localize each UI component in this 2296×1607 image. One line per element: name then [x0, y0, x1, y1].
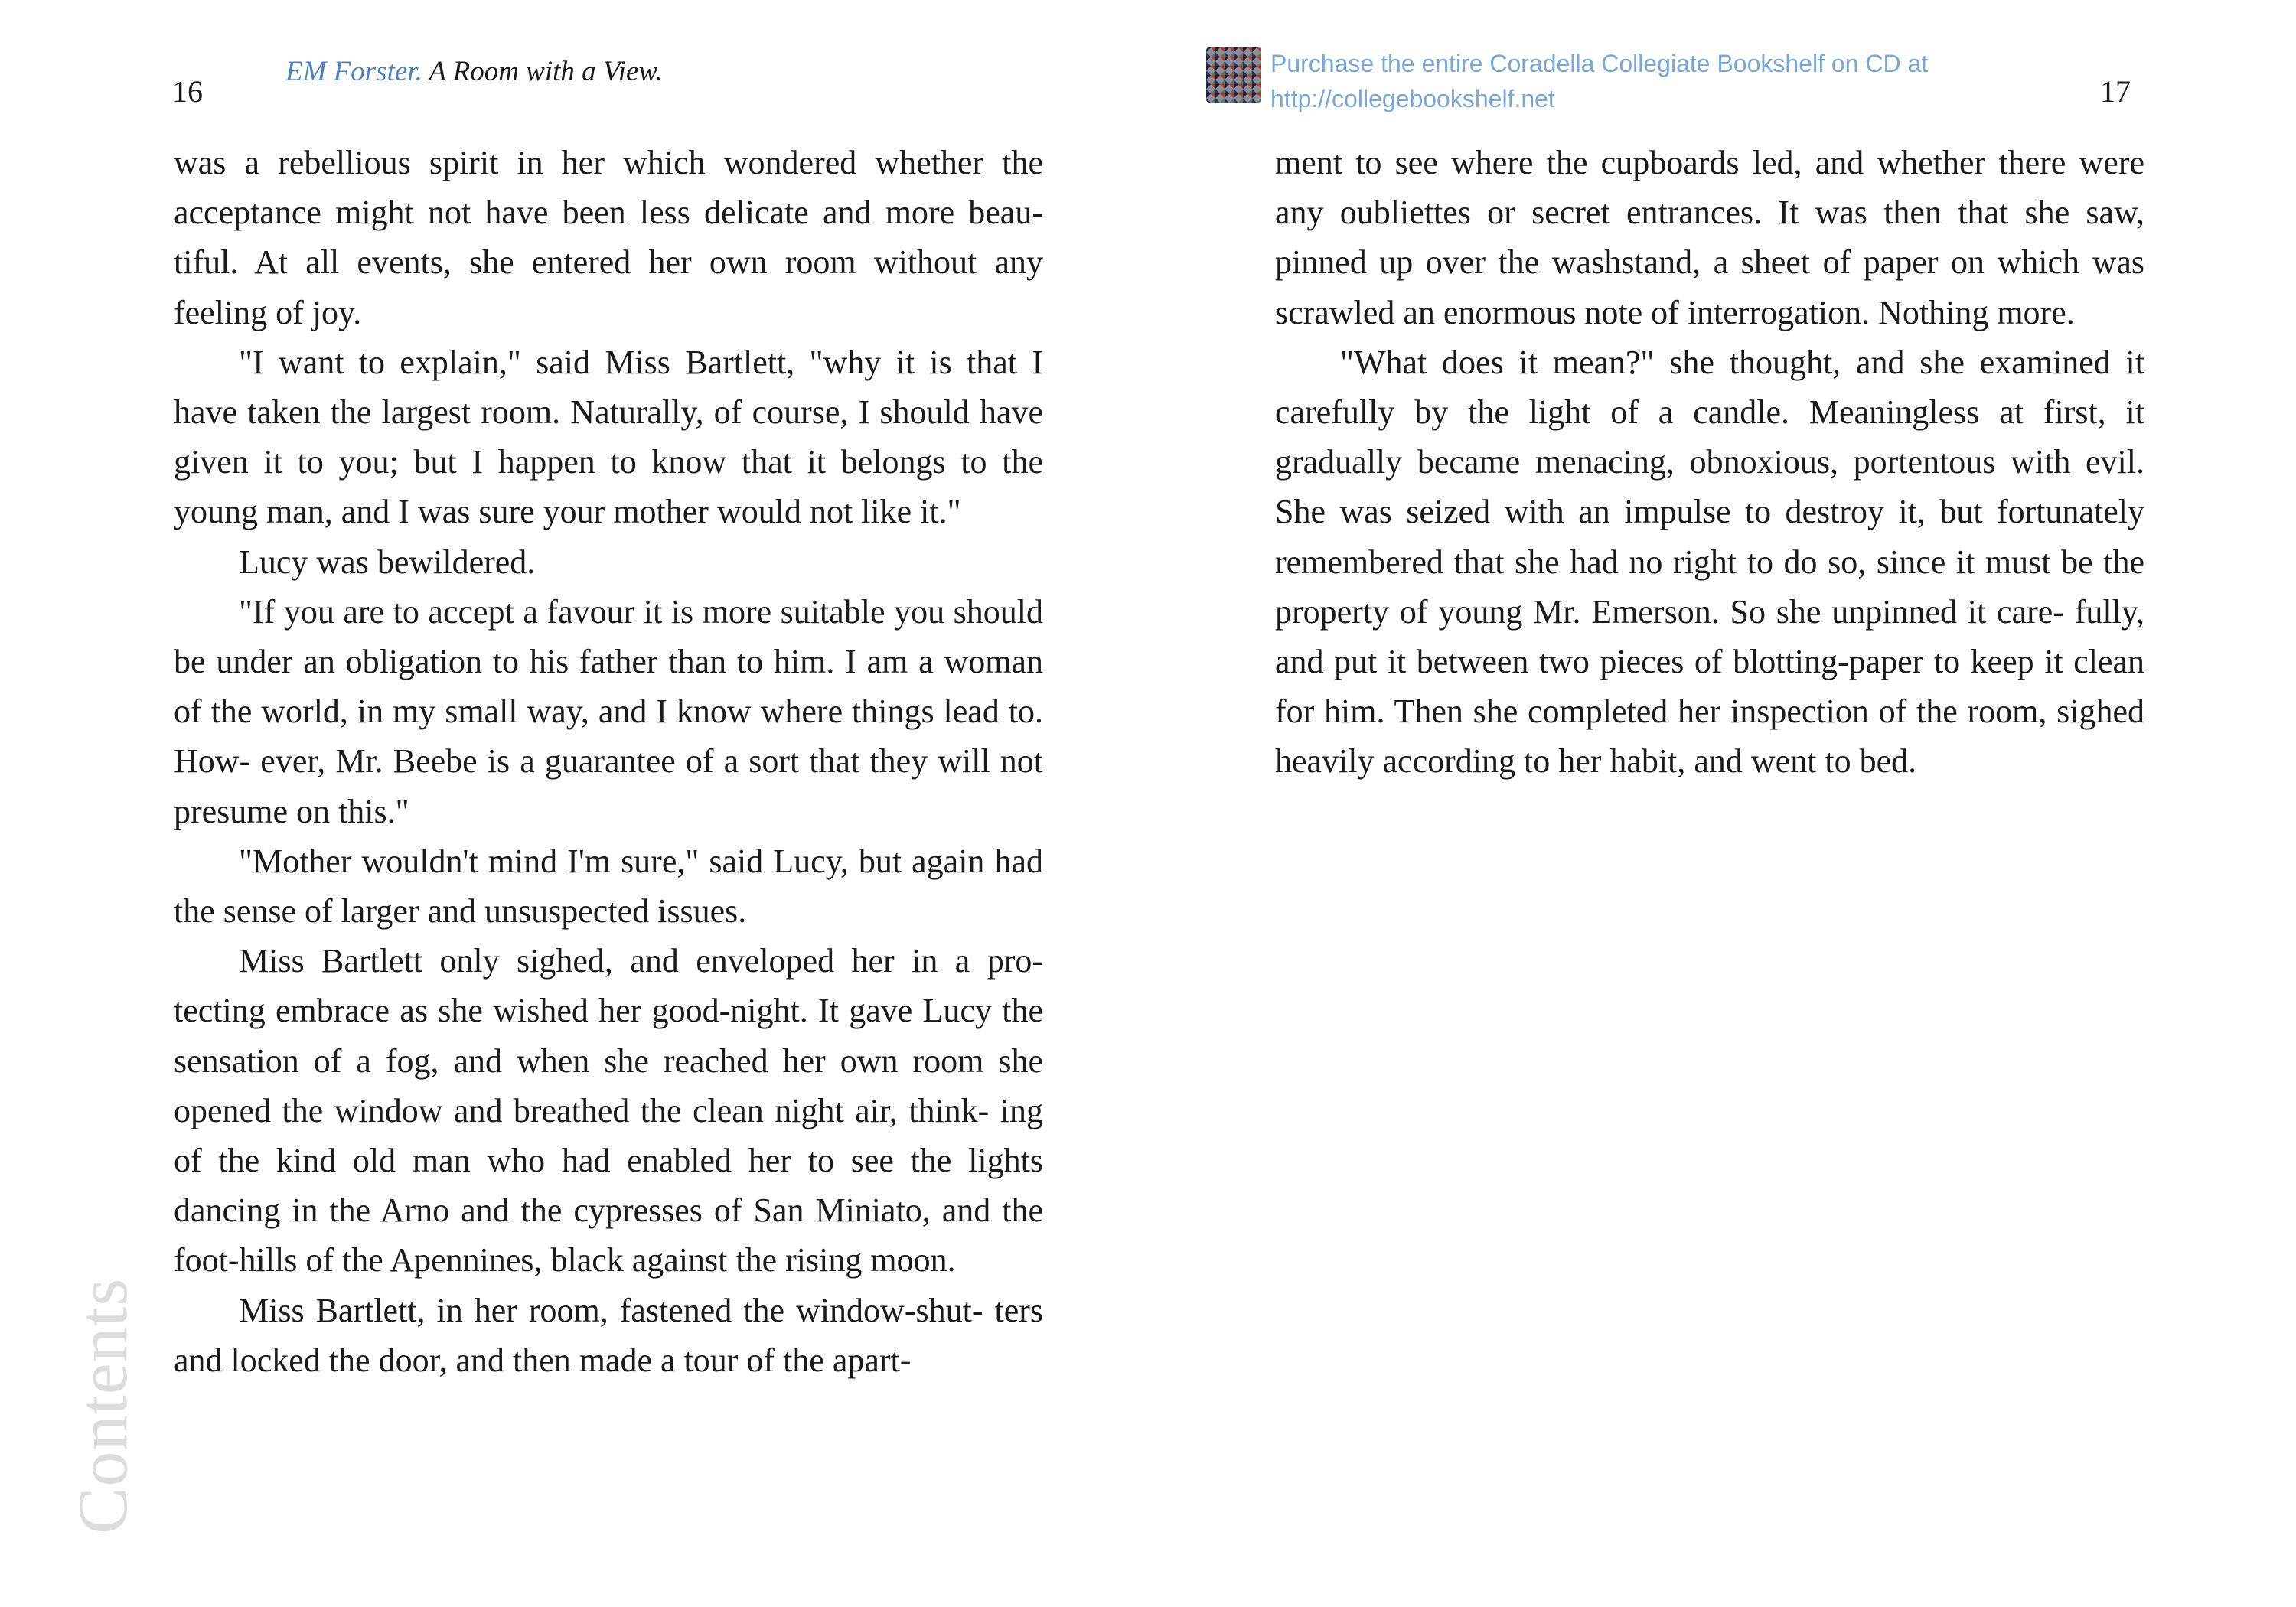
paragraph: Miss Bartlett, in her room, fastened the window-shut- ters and locked the door, and then made a tour of the apart- — [174, 1291, 1043, 1379]
right-page-text — [1275, 138, 2144, 787]
paragraph: Lucy was bewildered. — [239, 543, 536, 581]
author-link[interactable]: EM Forster. — [285, 56, 422, 87]
paragraph: ment to see where the cupboards led, and whether there were any oubliettes or secret entrances. It was then that she saw, pinned up over the washstand, a sheet of paper on which was scrawled an enormous note of interrogation. Nothing more. — [1275, 144, 2144, 331]
paragraph: was a rebellious spirit in her which wondered whether the acceptance might not have been less delicate and more beau- tiful. At all events, she entered her own room without any feeling of joy. — [174, 144, 1043, 331]
purchase-link[interactable] — [1270, 46, 1928, 116]
paragraph: "If you are to accept a favour it is more suitable you should be under an obligation to his father than to him. I am a woman of the world, in my small way, and I know where things lead to. How- ever, Mr. Beebe is a guarantee of a sort that they will not presume on this." — [174, 592, 1043, 830]
contents-link[interactable]: Contents — [64, 1277, 142, 1534]
bookshelf-logo-icon[interactable] — [1206, 47, 1261, 103]
left-page-text — [174, 138, 1043, 1385]
page-number-right: 17 — [2100, 74, 2131, 109]
paragraph: Miss Bartlett only sighed, and enveloped her in a pro- tecting embrace as she wished her good-night. It gave Lucy the sensation of a fog, and when she reached her own room she opened the window and breathed the clean night air, think- ing of the kind old man who had enabled her to see the lights dancing in the Arno and the cypresses of San Miniato, and the foot-hills of the Apennines, black against the rising moon. — [174, 942, 1043, 1279]
purchase-url[interactable]: http://collegebookshelf.net — [1270, 85, 1555, 112]
paragraph: "Mother wouldn't mind I'm sure," said Lucy, but again had the sense of larger and unsuspected issues. — [174, 842, 1043, 931]
purchase-text[interactable]: Purchase the entire Coradella Collegiate Bookshelf on CD at — [1270, 50, 1929, 77]
page-number-left: 16 — [172, 74, 203, 109]
book-title: A Room with a View. — [429, 56, 663, 87]
purchase-banner[interactable] — [1206, 46, 1929, 112]
paragraph: "I want to explain," said Miss Bartlett, "why it is that I have taken the largest room. Naturally, of course, I should have given it to you; but I happen to know that it belongs to the young man, and I was sure your mother would not like it." — [174, 343, 1043, 531]
paragraph: "What does it mean?" she thought, and she examined it carefully by the light of a candle. Meaningless at first, it gradually became menacing, obnoxious, portentous with evil. She was seized with an impulse to destroy it, but fortunately remembered that she had no right to do so, since it must be the property of young Mr. Emerson. So she unpinned it care- fully, and put it between two pieces of blotting-paper to keep it clean for him. Then she completed her inspection of the room, sighed heavily according to her habit, and went to bed. — [1275, 343, 2144, 781]
running-head — [285, 54, 663, 90]
